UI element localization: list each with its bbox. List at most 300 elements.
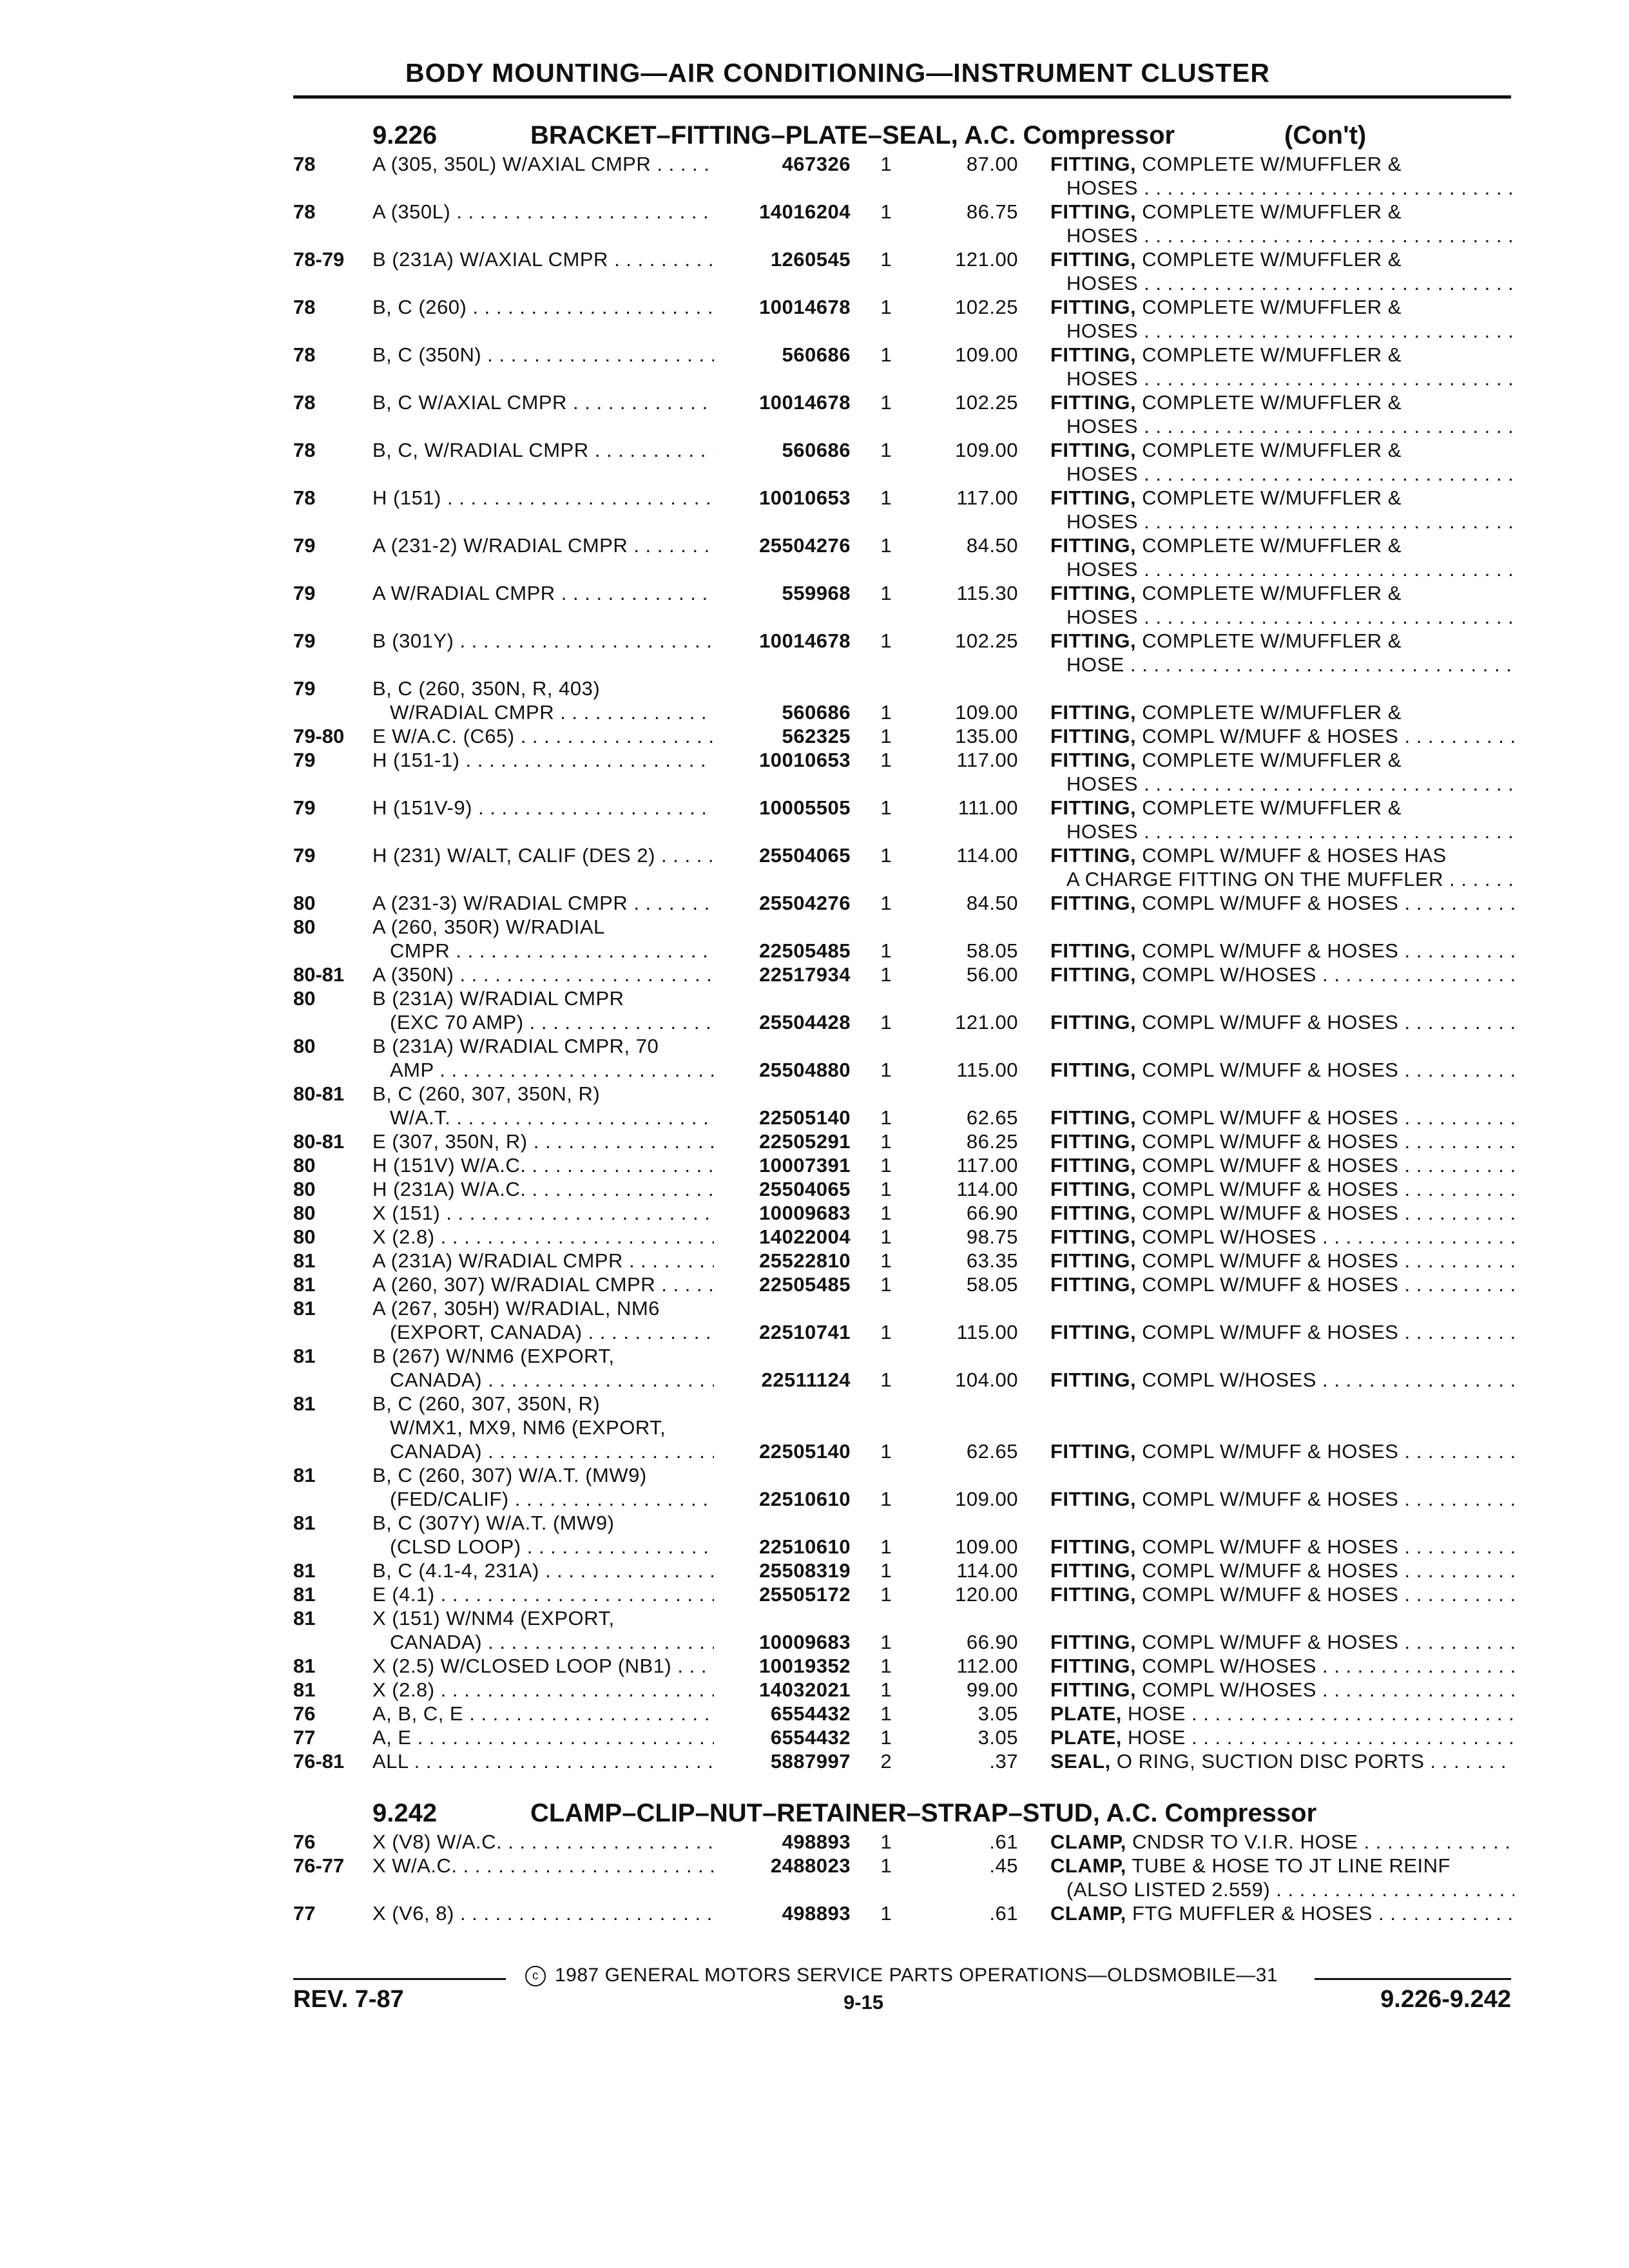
table-row-line — [0, 1439, 1629, 1463]
table-row-line — [0, 1749, 1629, 1773]
application-description: A, E . . . — [372, 1725, 714, 1749]
part-description: FITTING, COMPL W/MUFF & HOSES . . . — [1050, 1273, 1514, 1296]
application-description: H (151-1) . . . — [372, 748, 714, 772]
table-row-line — [0, 1296, 1629, 1320]
price: 104.00 — [955, 1369, 1018, 1391]
table-row-line — [0, 1582, 1629, 1606]
application-description: B, C (260, 307, 350N, R) — [372, 1082, 601, 1105]
table-row-line — [0, 915, 1629, 939]
part-number: 25504880 — [759, 1059, 851, 1081]
application-description: B (231A) W/RADIAL CMPR, 70 — [372, 1035, 659, 1057]
application-description: B, C (260, 307, 350N, R) — [372, 1392, 601, 1415]
application-description: A (350N) . . . — [372, 963, 714, 986]
table-row-line — [0, 1901, 1629, 1925]
model-year: 78 — [293, 296, 316, 318]
price: 117.00 — [956, 749, 1018, 771]
model-year: 80 — [293, 1154, 316, 1177]
part-description: HOSES . . . — [1066, 319, 1514, 343]
application-description: A (231-3) W/RADIAL CMPR . . . — [372, 891, 714, 915]
application-description: H (231A) W/A.C. . . . — [372, 1177, 714, 1201]
model-year: 78-79 — [293, 248, 345, 271]
application-description: B, C W/AXIAL CMPR . . . — [372, 390, 714, 414]
table-row-line — [0, 510, 1629, 533]
part-number: 22510610 — [759, 1535, 851, 1558]
part-number: 10010653 — [759, 749, 851, 771]
table-row-line — [0, 629, 1629, 653]
model-year: 81 — [293, 1464, 316, 1486]
part-description: FITTING, COMPL W/MUFF & HOSES . . . — [1050, 1559, 1514, 1582]
quantity: 1 — [880, 1154, 892, 1177]
part-description: FITTING, COMPL W/MUFF & HOSES . . . — [1050, 1153, 1514, 1177]
part-number: 22517934 — [759, 963, 851, 986]
price: 135.00 — [955, 725, 1018, 747]
quantity: 1 — [880, 1854, 892, 1877]
table-row-line — [0, 1058, 1629, 1082]
price: 86.25 — [966, 1130, 1018, 1153]
part-number: 10014678 — [759, 629, 851, 652]
table-row-line — [0, 1368, 1629, 1392]
table-row-line — [0, 700, 1629, 724]
part-number: 14022004 — [759, 1225, 851, 1248]
table-row-line — [0, 891, 1629, 915]
table-row-line — [0, 200, 1629, 224]
quantity: 1 — [880, 391, 892, 414]
model-year: 80 — [293, 1225, 316, 1248]
table-row-line — [0, 1678, 1629, 1702]
application-description: E (307, 350N, R) . . . — [372, 1129, 714, 1153]
part-number: 10010653 — [759, 486, 851, 509]
part-description: FITTING, COMPL W/MUFF & HOSES . . . — [1050, 1582, 1514, 1606]
table-row-line — [0, 271, 1629, 295]
model-year: 81 — [293, 1655, 316, 1677]
part-number: 22510610 — [759, 1488, 851, 1510]
table-row-line — [0, 438, 1629, 462]
model-year: 81 — [293, 1345, 316, 1367]
price: 117.00 — [956, 1154, 1018, 1177]
table-row-line — [0, 1225, 1629, 1249]
quantity: 1 — [880, 1130, 892, 1153]
table-row-line — [0, 1416, 1629, 1439]
price: 56.00 — [966, 963, 1018, 986]
price: 109.00 — [955, 1535, 1018, 1558]
quantity: 1 — [880, 1440, 892, 1463]
model-year: 77 — [293, 1726, 316, 1749]
part-number: 467326 — [782, 153, 851, 175]
table-row-line — [0, 1129, 1629, 1153]
part-description: HOSES . . . — [1066, 414, 1514, 438]
price: 120.00 — [955, 1583, 1018, 1606]
part-number: 25504428 — [759, 1011, 851, 1033]
price: 58.05 — [966, 1273, 1018, 1296]
table-row-line — [0, 1511, 1629, 1535]
table-row-line — [0, 462, 1629, 486]
part-description: FITTING, COMPL W/MUFF & HOSES . . . — [1050, 1320, 1514, 1344]
price: 115.30 — [956, 582, 1018, 604]
application-description: X (V8) W/A.C. . . . — [372, 1830, 714, 1854]
price: 86.75 — [966, 200, 1018, 223]
table-row-line — [0, 867, 1629, 891]
application-description: CANADA) . . . — [390, 1630, 714, 1654]
price: 115.00 — [956, 1059, 1018, 1081]
part-description: HOSES . . . — [1066, 510, 1514, 533]
footer-rule-left — [293, 1978, 506, 1980]
part-number: 498893 — [782, 1831, 851, 1853]
table-row-line — [0, 796, 1629, 820]
price: 109.00 — [955, 439, 1018, 461]
part-description: FITTING, COMPL W/MUFF & HOSES . . . — [1050, 1201, 1514, 1225]
model-year: 78 — [293, 391, 316, 414]
price: 66.90 — [966, 1202, 1018, 1224]
part-description: FITTING, COMPL W/MUFF & HOSES . . . — [1050, 1177, 1514, 1201]
price: 63.35 — [966, 1249, 1018, 1272]
quantity: 1 — [880, 1655, 892, 1677]
part-description: FITTING, COMPLETE W/MUFFLER & — [1050, 749, 1402, 771]
model-year: 78 — [293, 439, 316, 461]
table-row-line — [0, 1559, 1629, 1582]
price: 102.25 — [955, 629, 1018, 652]
price: .61 — [989, 1902, 1018, 1925]
application-description: A (231A) W/RADIAL CMPR . . . — [372, 1249, 714, 1273]
table-row-line — [0, 748, 1629, 772]
table-row-line — [0, 1082, 1629, 1106]
table-row-line — [0, 1249, 1629, 1273]
price: 102.25 — [955, 391, 1018, 414]
application-description: B, C, W/RADIAL CMPR . . . — [372, 438, 714, 462]
part-description: FITTING, COMPL W/MUFF & HOSES . . . — [1050, 1439, 1514, 1463]
table-row-line — [0, 986, 1629, 1010]
price: 102.25 — [955, 296, 1018, 318]
part-description: CLAMP, FTG MUFFLER & HOSES . . . — [1050, 1901, 1514, 1925]
table-row-line — [0, 1702, 1629, 1725]
quantity: 1 — [880, 844, 892, 867]
table-row-line — [0, 843, 1629, 867]
part-number: 22505485 — [759, 939, 851, 962]
quantity: 1 — [880, 1831, 892, 1853]
application-description: AMP . . . — [390, 1058, 714, 1082]
quantity: 1 — [880, 892, 892, 914]
model-year: 79 — [293, 844, 316, 867]
copyright-icon: c — [525, 1966, 546, 1986]
price: 112.00 — [956, 1655, 1018, 1677]
application-description: H (151V-9) . . . — [372, 796, 714, 820]
price: 109.00 — [955, 1488, 1018, 1510]
part-number: 25504276 — [759, 534, 851, 557]
quantity: 1 — [880, 796, 892, 819]
section-number: 9.242 — [372, 1799, 438, 1827]
table-row-line — [0, 557, 1629, 581]
model-year: 76 — [293, 1831, 316, 1853]
part-number: 10009683 — [759, 1631, 851, 1653]
model-year: 80 — [293, 892, 316, 914]
part-description: FITTING, COMPLETE W/MUFFLER & — [1050, 701, 1402, 724]
model-year: 79 — [293, 796, 316, 819]
application-description: CMPR . . . — [390, 939, 714, 963]
part-description: HOSES . . . — [1066, 367, 1514, 390]
part-number: 22505140 — [759, 1106, 851, 1129]
table-row-line — [0, 1153, 1629, 1177]
table-row-line — [0, 820, 1629, 843]
part-number: 10019352 — [759, 1655, 851, 1677]
part-description: CLAMP, TUBE & HOSE TO JT LINE REINF — [1050, 1854, 1451, 1877]
part-description: FITTING, COMPL W/HOSES . . . — [1050, 1654, 1514, 1678]
table-row-line — [0, 1344, 1629, 1368]
model-year: 80-81 — [293, 1130, 345, 1153]
table-row-line — [0, 1273, 1629, 1296]
page-number: 9-15 — [843, 1991, 884, 2013]
table-row-line — [0, 1010, 1629, 1034]
part-description: HOSES . . . — [1066, 462, 1514, 486]
model-year: 81 — [293, 1559, 316, 1582]
quantity: 1 — [880, 582, 892, 604]
application-description: W/MX1, MX9, NM6 (EXPORT, — [390, 1416, 666, 1439]
part-number: 22505485 — [759, 1273, 851, 1296]
table-row-line — [0, 1725, 1629, 1749]
table-row-line — [0, 1320, 1629, 1344]
table-row-line — [0, 1830, 1629, 1854]
part-number: 25504065 — [759, 844, 851, 867]
part-number: 25505172 — [759, 1583, 851, 1606]
part-description: FITTING, COMPLETE W/MUFFLER & — [1050, 200, 1402, 223]
application-description: X (2.5) W/CLOSED LOOP (NB1) . . . — [372, 1654, 714, 1678]
quantity: 1 — [880, 1011, 892, 1033]
price: 84.50 — [966, 534, 1018, 557]
part-number: 14016204 — [759, 200, 851, 223]
application-description: A, B, C, E . . . — [372, 1702, 714, 1725]
table-row-line — [0, 677, 1629, 700]
table-row-line — [0, 772, 1629, 796]
part-number: 560686 — [782, 439, 851, 461]
continued-marker: (Con't) — [1284, 121, 1367, 149]
quantity: 1 — [880, 1488, 892, 1510]
part-description: FITTING, COMPLETE W/MUFFLER & — [1050, 534, 1402, 557]
part-description: FITTING, COMPL W/HOSES . . . — [1050, 1225, 1514, 1249]
application-description: A W/RADIAL CMPR . . . — [372, 581, 714, 605]
table-row-line — [0, 1463, 1629, 1487]
section-range: 9.226-9.242 — [1380, 1986, 1511, 2013]
price: .61 — [989, 1831, 1018, 1853]
part-description: SEAL, O RING, SUCTION DISC PORTS . . . — [1050, 1749, 1514, 1773]
application-description: A (305, 350L) W/AXIAL CMPR . . . — [372, 152, 714, 176]
application-description: B, C (350N) . . . — [372, 343, 714, 367]
application-description: B, C (260, 350N, R, 403) — [372, 677, 601, 700]
part-description: FITTING, COMPL W/HOSES . . . — [1050, 1368, 1514, 1392]
application-description: A (350L) . . . — [372, 200, 714, 224]
application-description: B (301Y) . . . — [372, 629, 714, 653]
part-number: 10005505 — [759, 796, 851, 819]
model-year: 79 — [293, 534, 316, 557]
model-year: 81 — [293, 1607, 316, 1629]
part-description: FITTING, COMPLETE W/MUFFLER & — [1050, 629, 1402, 652]
application-description: H (151) . . . — [372, 486, 714, 510]
quantity: 1 — [880, 1273, 892, 1296]
table-row-line — [0, 1392, 1629, 1416]
application-description: A (260, 307) W/RADIAL CMPR . . . — [372, 1273, 714, 1296]
part-description: HOSES . . . — [1066, 271, 1514, 295]
part-number: 10014678 — [759, 391, 851, 414]
model-year: 78 — [293, 200, 316, 223]
application-description: X (2.8) . . . — [372, 1225, 714, 1249]
application-description: H (151V) W/A.C. . . . — [372, 1153, 714, 1177]
quantity: 1 — [880, 153, 892, 175]
table-row-line — [0, 1878, 1629, 1901]
model-year: 79 — [293, 629, 316, 652]
quantity: 1 — [880, 963, 892, 986]
table-row-line — [0, 1177, 1629, 1201]
application-description: A (267, 305H) W/RADIAL, NM6 — [372, 1297, 660, 1320]
application-description: W/A.T. . . . — [390, 1106, 714, 1129]
application-description: B, C (307Y) W/A.T. (MW9) — [372, 1512, 615, 1534]
model-year: 81 — [293, 1392, 316, 1415]
application-description: E (4.1) . . . — [372, 1582, 714, 1606]
quantity: 1 — [880, 1249, 892, 1272]
model-year: 81 — [293, 1249, 316, 1272]
model-year: 81 — [293, 1678, 316, 1701]
application-description: W/RADIAL CMPR . . . — [390, 700, 714, 724]
price: 121.00 — [955, 248, 1018, 271]
model-year: 79-80 — [293, 725, 345, 747]
part-number: 22505291 — [759, 1130, 851, 1153]
application-description: A (231-2) W/RADIAL CMPR . . . — [372, 533, 714, 557]
quantity: 1 — [880, 534, 892, 557]
model-year: 81 — [293, 1583, 316, 1606]
quantity: 1 — [880, 1631, 892, 1653]
price: 66.90 — [966, 1631, 1018, 1653]
part-description: FITTING, COMPL W/HOSES . . . — [1050, 963, 1514, 986]
copyright-text: 1987 GENERAL MOTORS SERVICE PARTS OPERATIONS—OLDSMOBILE—31 — [555, 1965, 1278, 1986]
header-rule — [293, 95, 1511, 99]
model-year: 76-81 — [293, 1750, 345, 1773]
model-year: 79 — [293, 749, 316, 771]
section-title: CLAMP–CLIP–NUT–RETAINER–STRAP–STUD, A.C. Compressor — [530, 1799, 1317, 1827]
part-number: 25508319 — [759, 1559, 851, 1582]
quantity: 1 — [880, 701, 892, 724]
part-description: HOSES . . . — [1066, 557, 1514, 581]
quantity: 1 — [880, 1106, 892, 1129]
table-row-line — [0, 1535, 1629, 1559]
quantity: 1 — [880, 1678, 892, 1701]
application-description: ALL . . . — [372, 1749, 714, 1773]
table-row-line — [0, 1201, 1629, 1225]
application-description: B (231A) W/RADIAL CMPR — [372, 987, 624, 1010]
price: 98.75 — [966, 1225, 1018, 1248]
part-number: 560686 — [782, 343, 851, 366]
table-row-line — [0, 605, 1629, 629]
quantity: 1 — [880, 1178, 892, 1200]
quantity: 1 — [880, 939, 892, 962]
quantity: 1 — [880, 629, 892, 652]
price: .45 — [989, 1854, 1018, 1877]
part-number: 6554432 — [770, 1702, 851, 1725]
application-description: X W/A.C. . . . — [372, 1854, 714, 1878]
quantity: 1 — [880, 1726, 892, 1749]
application-description: B, C (260) . . . — [372, 295, 714, 319]
part-description: FITTING, COMPL W/MUFF & HOSES . . . — [1050, 891, 1514, 915]
part-number: 22510741 — [759, 1321, 851, 1343]
model-year: 78 — [293, 153, 316, 175]
quantity: 1 — [880, 1202, 892, 1224]
model-year: 76-77 — [293, 1854, 345, 1877]
part-description: FITTING, COMPLETE W/MUFFLER & — [1050, 582, 1402, 604]
quantity: 1 — [880, 1321, 892, 1343]
part-number: 6554432 — [770, 1726, 851, 1749]
part-number: 498893 — [782, 1902, 851, 1925]
quantity: 1 — [880, 296, 892, 318]
part-number: 559968 — [782, 582, 851, 604]
application-description: (CLSD LOOP) . . . — [390, 1535, 714, 1559]
application-description: A (260, 350R) W/RADIAL — [372, 916, 605, 938]
price: 111.00 — [958, 796, 1018, 819]
application-description: H (231) W/ALT, CALIF (DES 2) . . . — [372, 843, 714, 867]
table-row-line — [0, 390, 1629, 414]
table-row-line — [0, 1034, 1629, 1058]
price: 99.00 — [966, 1678, 1018, 1701]
application-description: CANADA) . . . — [390, 1439, 714, 1463]
quantity: 1 — [880, 1902, 892, 1925]
quantity: 1 — [880, 1535, 892, 1558]
model-year: 76 — [293, 1702, 316, 1725]
model-year: 77 — [293, 1902, 316, 1925]
footer-copyright — [509, 1963, 1315, 1988]
part-description: FITTING, COMPLETE W/MUFFLER & — [1050, 391, 1402, 414]
part-number: 10014678 — [759, 296, 851, 318]
price: 58.05 — [966, 939, 1018, 962]
application-description: B (231A) W/AXIAL CMPR . . . — [372, 247, 714, 271]
price: 109.00 — [955, 701, 1018, 724]
part-description: FITTING, COMPL W/MUFF & HOSES HAS — [1050, 844, 1447, 867]
part-description: FITTING, COMPLETE W/MUFFLER & — [1050, 296, 1402, 318]
table-row-line — [0, 486, 1629, 510]
part-description: FITTING, COMPL W/MUFF & HOSES . . . — [1050, 1010, 1514, 1034]
part-description: CLAMP, CNDSR TO V.I.R. HOSE . . . — [1050, 1830, 1514, 1854]
revision-label: REV. 7-87 — [293, 1986, 404, 2013]
table-row-line — [0, 1106, 1629, 1129]
table-row-line — [0, 724, 1629, 748]
table-row-line — [0, 414, 1629, 438]
price: 121.00 — [955, 1011, 1018, 1033]
part-description: HOSES . . . — [1066, 772, 1514, 796]
quantity: 1 — [880, 1583, 892, 1606]
part-description: HOSES . . . — [1066, 605, 1514, 629]
quantity: 1 — [880, 1559, 892, 1582]
part-number: 22511124 — [761, 1369, 851, 1391]
part-description: FITTING, COMPL W/MUFF & HOSES . . . — [1050, 724, 1514, 748]
part-description: HOSES . . . — [1066, 820, 1514, 843]
price: 114.00 — [956, 1178, 1018, 1200]
quantity: 1 — [880, 749, 892, 771]
part-number: 5887997 — [770, 1750, 851, 1773]
footer-rule-right — [1315, 1978, 1511, 1980]
table-row-line — [0, 295, 1629, 319]
price: 87.00 — [966, 153, 1018, 175]
quantity: 1 — [880, 439, 892, 461]
price: 114.00 — [956, 1559, 1018, 1582]
part-number: 25504276 — [759, 892, 851, 914]
part-number: 22505140 — [759, 1440, 851, 1463]
model-year: 81 — [293, 1273, 316, 1296]
quantity: 2 — [880, 1750, 892, 1773]
table-row-line — [0, 343, 1629, 367]
part-number: 1260545 — [770, 248, 851, 271]
price: 109.00 — [955, 343, 1018, 366]
part-number: 560686 — [782, 701, 851, 724]
part-description: FITTING, COMPL W/MUFF & HOSES . . . — [1050, 1535, 1514, 1559]
quantity: 1 — [880, 248, 892, 271]
quantity: 1 — [880, 1225, 892, 1248]
part-description: FITTING, COMPL W/HOSES . . . — [1050, 1678, 1514, 1702]
price: 114.00 — [956, 844, 1018, 867]
part-number: 10009683 — [759, 1202, 851, 1224]
table-row-line — [0, 1487, 1629, 1511]
